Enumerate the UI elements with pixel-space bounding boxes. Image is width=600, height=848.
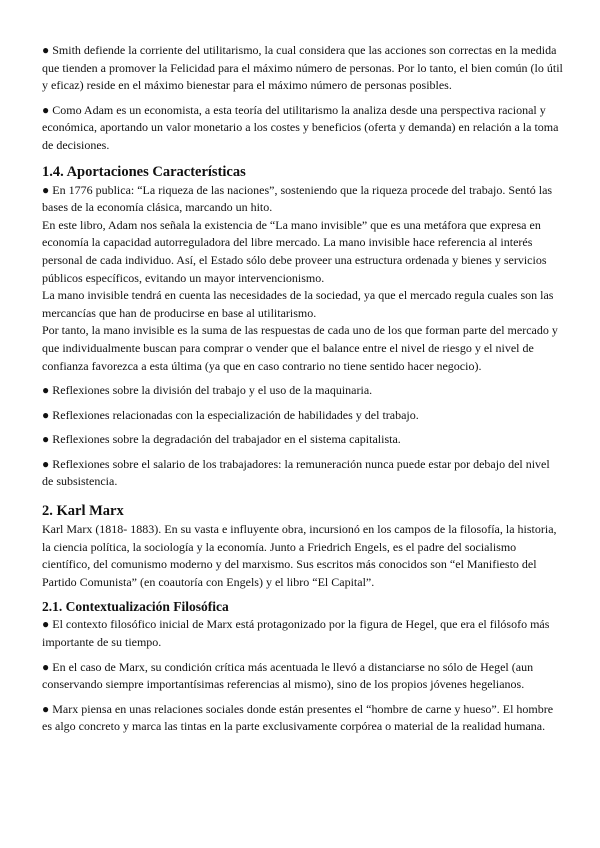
riqueza-naciones-paragraph: ● En 1776 publica: “La riqueza de las naciones”, sosteniendo que la riqueza procede del trabajo. Sentó las bases de la economía clásica, marcando un hito. xyxy=(42,182,553,215)
document-page xyxy=(42,42,564,743)
mano-invisible-paragraph: En este libro, Adam nos señala la existencia de “La mano invisible” que es una metáfora que expresa en economía la capacidad autorreguladora del libre mercado. La mano invisible hace referencia al interés personal de cada individuo. Así, el Estado sólo debe proveer una estructura ordenada y bienes y servicios públicos específicos, evitando un mayor intervencionismo. xyxy=(42,217,547,285)
karl-marx-bio-paragraph: Karl Marx (1818- 1883). En su vasta e influyente obra, incursionó en los campos de la filosofía, la historia, la ciencia política, la sociología y la economía. Junto a Friedrich Engels, es el padre del socialismo científico, del comunismo moderno y del marxismo. Sus escritos más conocidos son “el Manifiesto del Partido Comunista” (en coautoría con Engels) y el libro “El Capital”. xyxy=(42,522,557,589)
mano-invisible-sum-paragraph: Por tanto, la mano invisible es la suma de las respuestas de cada uno de los que forman parte del mercado y que individualmente buscan para comprar o vender que el balance entre el nivel de riesgo y el nivel de confianza favorezca a esta última (ya que en caso contrario no tiene sentido hacer negocio). xyxy=(42,323,558,373)
utilitarianism-paragraph: ● Smith defiende la corriente del utilitarismo, la cual considera que las acciones son correctas en la medida que tienden a promover la Felicidad para el máximo número de personas. Por lo tanto, el bien común (lo útil y eficaz) reside en el máximo bienestar para el máximo número de personas posibles. xyxy=(42,43,563,93)
bullet-especializacion: ● Reflexiones relacionadas con la especialización de habilidades y del trabajo. xyxy=(42,407,419,422)
section-heading-aportaciones: 1.4. Aportaciones Características xyxy=(42,163,246,180)
marx-social-relations-paragraph: ● Marx piensa en unas relaciones sociales donde están presentes el “hombre de carne y hueso”. El hombre es algo concreto y marca las tintas en la parte exclusivamente corpórea o material de la realidad humana. xyxy=(42,701,554,734)
bullet-division-trabajo: ● Reflexiones sobre la división del trabajo y el uso de la maquinaria. xyxy=(42,383,373,398)
bullet-salario: ● Reflexiones sobre el salario de los trabajadores: la remuneración nunca puede estar por debajo del nivel de subsistencia. xyxy=(42,456,550,489)
economic-analysis-paragraph: ● Como Adam es un economista, a esta teoría del utilitarismo la analiza desde una perspectiva racional y económica, aportando un valor monetario a los costes y beneficios (oferta y demanda) en relación a la toma de decisiones. xyxy=(42,102,559,152)
section-heading-karl-marx: 2. Karl Marx xyxy=(42,503,124,520)
hegel-context-paragraph: ● El contexto filosófico inicial de Marx está protagonizado por la figura de Hegel, que era el filósofo más importante de su tiempo. xyxy=(42,617,550,650)
section-heading-contextualizacion: 2.1. Contextualización Filosófica xyxy=(42,599,229,615)
marx-critical-paragraph: ● En el caso de Marx, su condición crítica más acentuada le llevó a distanciarse no sólo de Hegel (aun conservando siempre importantísimas referencias al mismo), sino de los propios jóvenes hegelianos. xyxy=(42,659,534,692)
bullet-degradacion: ● Reflexiones sobre la degradación del trabajador en el sistema capitalista. xyxy=(42,432,401,447)
mano-invisible-needs-paragraph: La mano invisible tendrá en cuenta las necesidades de la sociedad, ya que el mercado regula cuales son las mercancías que han de producirse en base al utilitarismo. xyxy=(42,288,554,320)
